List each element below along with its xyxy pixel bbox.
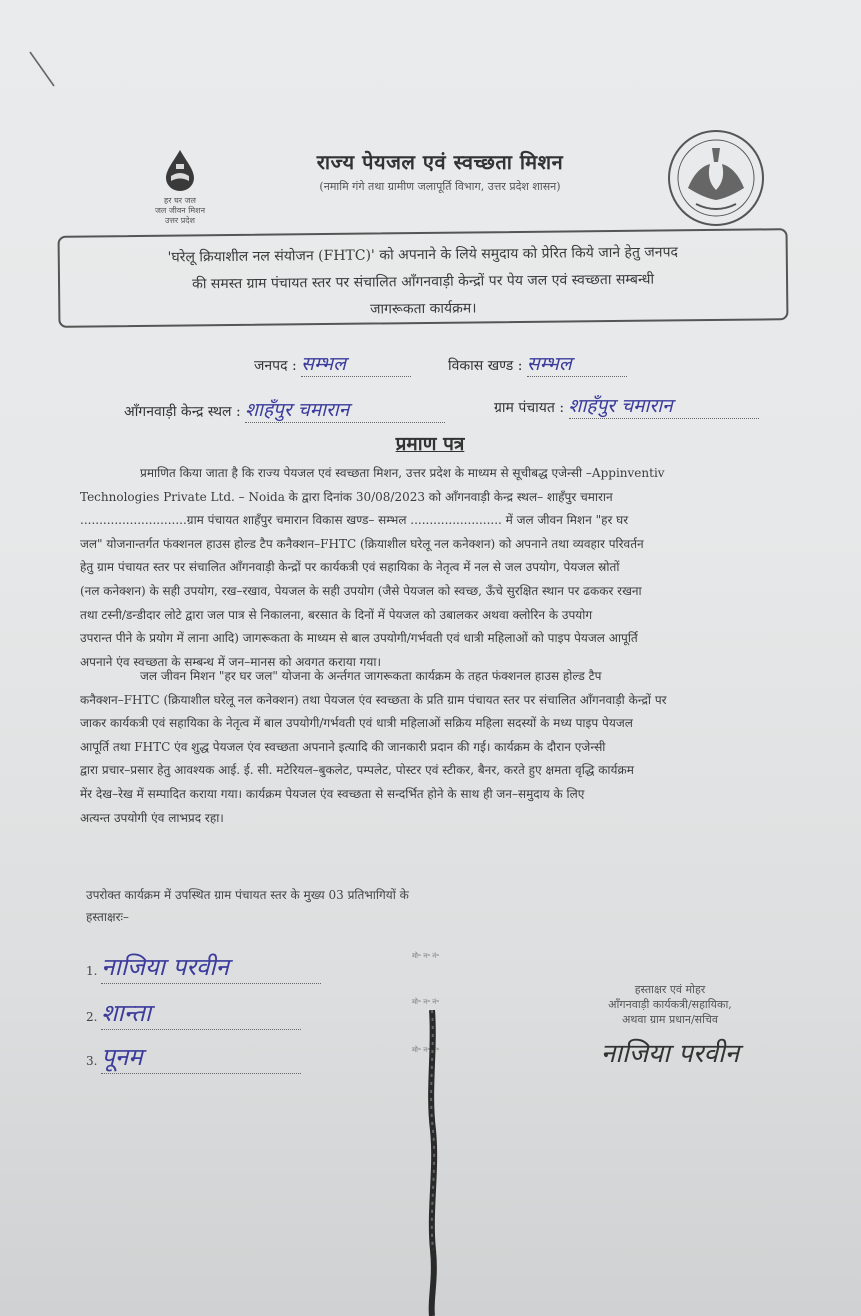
p1-line: हेतु ग्राम पंचायत स्तर पर संचालित आँगनवाड़ी केन्द्रों पर कार्यकत्री एवं सहायिका के नेतृत्व में नल से जल उपयोग, पेयजल स्रोतों — [80, 560, 620, 575]
certificate-paragraph-1 — [80, 462, 830, 674]
p2-line: कनैक्शन–FHTC (क्रियाशील घरेलू नल कनेक्शन) तथा पेयजल एंव स्वच्छता के प्रति ग्राम पंचायत स्तर पर संचालित आँगनवाड़ी केन्द्रों पर — [80, 692, 667, 707]
center-value: शाहँपुर चमारान — [245, 396, 445, 423]
participants-intro-line-2: हस्ताक्षरः– — [86, 910, 129, 924]
p1-line: (नल कनेक्शन) के सही उपयोग, रख–रखाव, पेयजल के सही उपयोग (जैसे पेयजल को स्वच्छ, ऊँचे सुरक्षित स्थान पर ढककर रखना — [80, 583, 642, 598]
stamp-line-3: अथवा ग्राम प्रधान/सचिव — [621, 1013, 719, 1026]
scratch-mark — [28, 48, 58, 92]
org-subtitle: (नमामि गंगे तथा ग्रामीण जलापूर्ति विभाग, उत्तर प्रदेश शासन) — [319, 180, 561, 193]
p2-line: जाकर कार्यकत्री एवं सहायिका के नेतृत्व में बाल उपयोगी/गर्भवती एवं धात्री महिलाओं सक्रिय महिला सदस्यों के मध्य पाइप पेयजल — [80, 716, 633, 731]
district-value: सम्भल — [301, 350, 411, 377]
p1-line: ............................ग्राम पंचायत शाहँपुर चमारान विकास खण्ड– सम्भल ........................ में जल जीवन मिशन "हर घर — [80, 513, 629, 528]
block-value: सम्भल — [527, 350, 627, 377]
participant-row-1 — [86, 950, 321, 984]
banner-line-1: 'घरेलू क्रियाशील नल संयोजन (FHTC)' को अपनाने के लिये समुदाय को प्रेरित किये जाने हेतु जनपद — [167, 244, 679, 266]
participant-number: 1. — [86, 964, 98, 978]
p1-line: उपरान्त पीने के प्रयोग में लाना आदि) जागरूकता के माध्यम से बाल उपयोगी/गर्भवती एवं धात्री महिलाओं को पाइप पेयजल आपूर्ति — [80, 631, 638, 646]
panchayat-label: ग्राम पंचायत : — [494, 400, 565, 416]
logo-caption-3: उत्तर प्रदेश — [165, 216, 195, 225]
p2-line: मेंर देख–रेख में सम्पादित कराया गया। कार्यक्रम पेयजल एंव स्वच्छता से सन्दर्भित होने के साथ ही जन–समुदाय के लिए — [80, 786, 585, 801]
district-field — [254, 350, 411, 377]
mobile-number-label: मो॰ न॰ नं॰ — [412, 1046, 440, 1054]
stamp-line-2: आँगनवाड़ी कार्यकत्री/सहायिका, — [608, 998, 732, 1011]
participants-intro — [86, 884, 409, 928]
p1-line: अपनाने एंव स्वच्छता के सम्बन्ध में जन–मानस को अवगत कराया गया। — [80, 654, 381, 669]
p2-line: अत्यन्त उपयोगी एंव लाभप्रद रहा। — [80, 810, 224, 825]
participant-signature: शान्ता — [101, 996, 301, 1030]
participant-number: 2. — [86, 1010, 98, 1024]
p2-line: जल जीवन मिशन "हर घर जल" योजना के अर्न्तगत जागरूकता कार्यक्रम के तहत फंक्शनल हाउस होल्ड टैप — [140, 669, 602, 683]
stamp-line-1: हस्ताक्षर एवं मोहर — [634, 983, 706, 996]
participant-signature: नाजिया परवीन — [101, 950, 321, 984]
p1-line: प्रमाणित किया जाता है कि राज्य पेयजल एवं स्वच्छता मिशन, उत्तर प्रदेश के माध्यम से सूचीबद्ध एजेन्सी –Appinventiv — [140, 466, 665, 480]
p2-line: आपूर्ति तथा FHTC एंव शुद्ध पेयजल एंव स्वच्छता अपनाने इत्यादि की जानकारी प्रदान की गई। कार्यक्रम के दौरान एजेन्सी — [80, 739, 606, 754]
jal-jeevan-mission-logo — [140, 148, 220, 226]
org-title: राज्य पेयजल एवं स्वच्छता मिशन — [316, 150, 564, 174]
participant-row-2 — [86, 996, 301, 1030]
up-government-seal — [666, 128, 766, 228]
panchayat-field — [494, 392, 759, 419]
participant-row-3 — [86, 1040, 301, 1074]
logo-caption-2: जल जीवन मिशन — [154, 206, 206, 215]
banner-line-2: की समस्त ग्राम पंचायत स्तर पर संचालित आँगनवाड़ी केन्द्रों पर पेय जल एवं स्वच्छता सम्बन्धी — [191, 271, 655, 293]
incense-stick-object — [424, 1010, 440, 1316]
logo-caption-1: हर घर जल — [164, 196, 196, 205]
authority-signature: नाजिया परवीन — [600, 1039, 740, 1069]
p1-line: तथा टस्नी/डन्डीदार लोटे द्वारा जल पात्र से निकालना, बरसात के दिनों में पेयजल को उबालकर अथवा क्लोरिन के उपयोग — [80, 607, 593, 622]
banner-line-3: जागरूकता कार्यक्रम। — [369, 300, 477, 318]
org-header — [240, 148, 640, 194]
mobile-number-label: मो॰ न॰ नं॰ — [412, 952, 440, 960]
p1-line: Technologies Private Ltd. – Noida के द्वारा दिनांक 30/08/2023 को आँगनवाड़ी केन्द्र स्थल– शाहँपुर चमारान — [80, 489, 613, 504]
p1-line: जल" योजनान्तर्गत फंक्शनल हाउस होल्ड टैप कनैक्शन–FHTC (क्रियाशील घरेलू नल कनेक्शन) को अपनाने तथा व्यवहार परिवर्तन — [80, 536, 644, 551]
certificate-heading: प्रमाण पत्र — [395, 433, 465, 455]
authority-stamp-block — [560, 982, 780, 1069]
p2-line: द्वारा प्रचार–प्रसार हेतु आवश्यक आई. ई. सी. मटेरियल–बुकलेट, पम्पलेट, पोस्टर एवं स्टीकर, बैनर, करते हुए क्षमता वृद्धि कार्यक्रम — [80, 763, 634, 778]
water-drop-icon — [163, 148, 197, 192]
participants-intro-line-1: उपरोक्त कार्यक्रम में उपस्थित ग्राम पंचायत स्तर के मुख्य 03 प्रतिभागियों के — [86, 888, 409, 902]
block-field — [448, 350, 627, 377]
mobile-number-label: मो॰ न॰ नं॰ — [412, 998, 440, 1006]
participant-number: 3. — [86, 1054, 98, 1068]
block-label: विकास खण्ड : — [448, 358, 523, 374]
center-label: आँगनवाड़ी केन्द्र स्थल : — [124, 404, 241, 420]
program-title-banner — [58, 228, 789, 328]
participant-signature: पूनम — [101, 1040, 301, 1074]
district-label: जनपद : — [254, 358, 297, 374]
certificate-paragraph-2 — [80, 665, 830, 830]
center-field — [124, 396, 445, 423]
panchayat-value: शाहँपुर चमारान — [569, 392, 759, 419]
